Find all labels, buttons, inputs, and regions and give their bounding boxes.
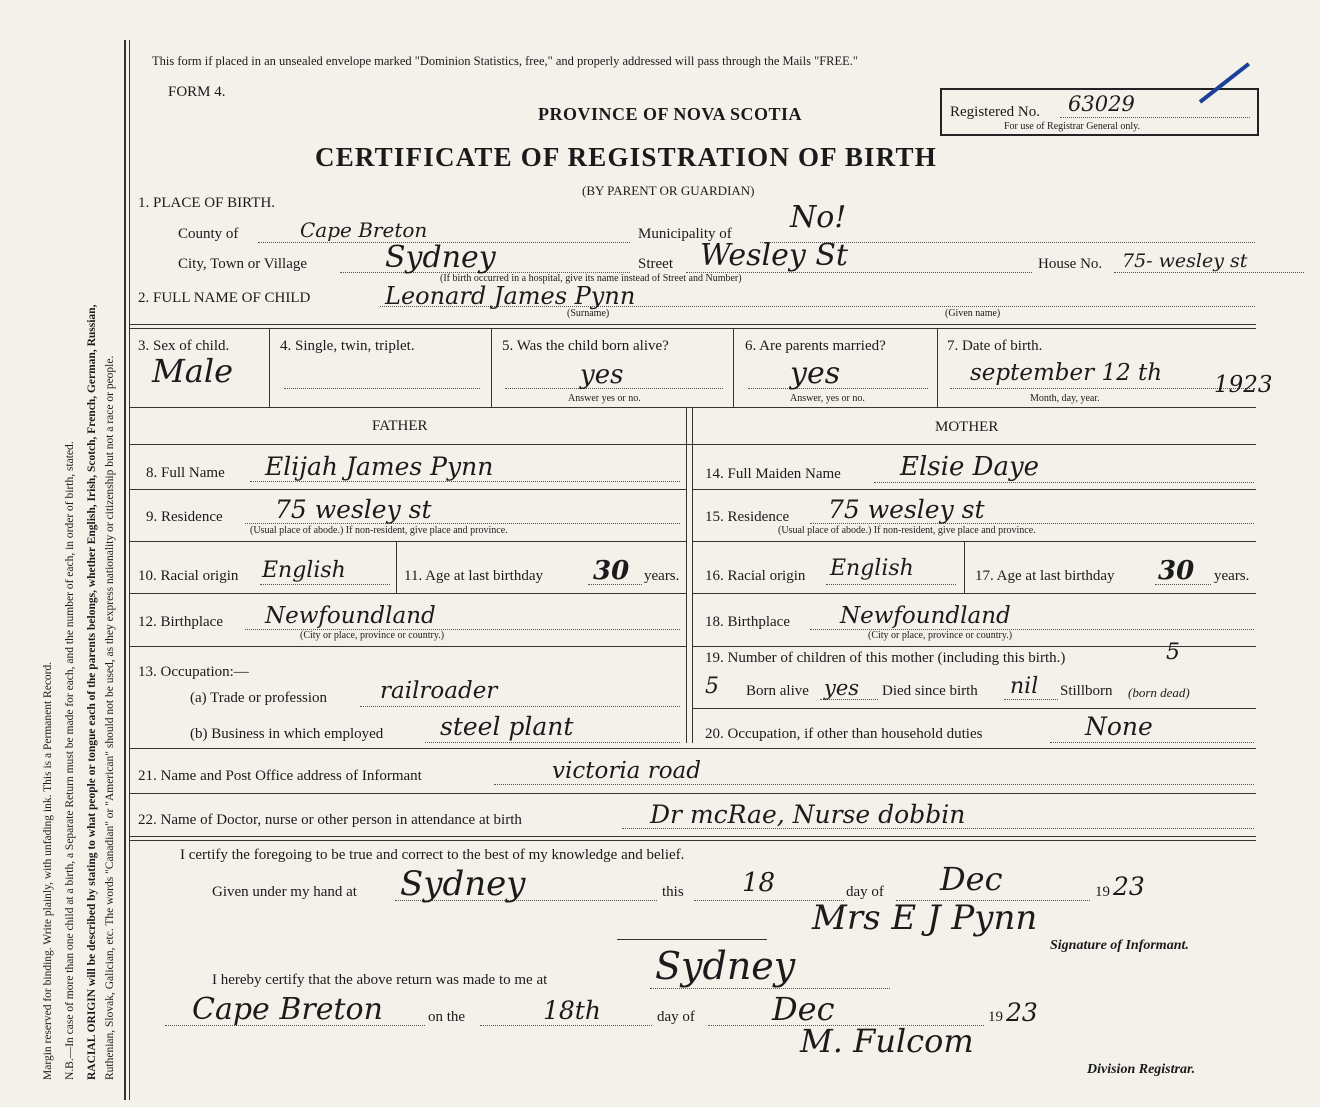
born-alive-count-value: yes	[824, 676, 860, 700]
this-label: this	[662, 884, 684, 900]
city-value: Sydney	[385, 240, 496, 275]
father-name-value: Elijah James Pynn	[265, 452, 494, 481]
dob-note: Month, day, year.	[1030, 393, 1100, 404]
registrar-on-the-label: on the	[428, 1009, 466, 1025]
margin-note-multiple-births: N.B.—In case of more than one child at a birth, a Separate Return must be made for each, and the number of each, in order of birth, stated.	[64, 441, 76, 1080]
given-at-value: Sydney	[400, 864, 526, 904]
row3-bottom-line	[130, 407, 1256, 408]
division-registrar-caption: Division Registrar.	[1087, 1062, 1196, 1077]
father-row-line-2	[130, 541, 686, 542]
registrar-month-value: Dec	[772, 990, 835, 1028]
mother-row-line-5	[692, 708, 1256, 709]
margin-note-racial-origin-cont: Ruthenian, Slovak, Galician, etc. The words "Canadian" or "American" should not be used, as they express nationality or citizenship but not a race or people.	[104, 355, 116, 1080]
given-at-label: Given under my hand at	[212, 884, 357, 900]
father-age-label: 11. Age at last birthday	[404, 568, 543, 584]
mother-name-value: Elsie Daye	[900, 452, 1040, 482]
father-years-label: years.	[644, 568, 680, 584]
father-residence-label: 9. Residence	[146, 509, 223, 525]
father-age-value: 30	[593, 556, 630, 586]
mother-residence-label: 15. Residence	[705, 509, 790, 525]
father-business-value: steel plant	[440, 712, 574, 741]
doctor-bottom-line	[130, 836, 1256, 837]
registrar-place-value: Sydney	[655, 944, 796, 988]
registrar-county-value: Cape Breton	[192, 992, 383, 1027]
father-occupation-label: 13. Occupation:—	[138, 664, 249, 680]
multiple-birth-label: 4. Single, twin, triplet.	[280, 338, 415, 354]
row3-divider-4	[937, 328, 938, 407]
municipality-value: No!	[790, 200, 847, 235]
mother-residence-value: 75 wesley st	[828, 495, 985, 524]
doctor-value: Dr mcRae, Nurse dobbin	[650, 800, 966, 829]
parents-married-note: Answer, yes or no.	[790, 393, 865, 404]
mother-row-line-3	[692, 593, 1256, 594]
mother-row-line-1	[692, 489, 1256, 490]
registrar-year-prefix: 19	[988, 1009, 1003, 1025]
dob-label: 7. Date of birth.	[947, 338, 1043, 354]
father-heading: FATHER	[372, 418, 428, 434]
died-since-birth-line	[1004, 699, 1058, 700]
father-row-line-3	[130, 593, 686, 594]
born-alive-value: yes	[580, 360, 624, 390]
registrar-signature: M. Fulcom	[800, 1022, 974, 1060]
father-birthplace-label: 12. Birthplace	[138, 614, 223, 630]
form-number: FORM 4.	[168, 84, 226, 100]
informant-signature-caption: Signature of Informant.	[1050, 938, 1189, 953]
mail-notice: This form if placed in an unsealed envelope marked "Dominion Statistics, free," and properly addressed will pass through the Mails "FREE."	[152, 54, 859, 68]
parents-divider-2	[692, 407, 693, 743]
sex-value: Male	[152, 352, 234, 390]
mother-racial-label: 16. Racial origin	[705, 568, 806, 584]
born-alive-count: 5	[705, 674, 719, 699]
county-label: County of	[178, 226, 239, 242]
informant-signature: Mrs E J Pynn	[812, 898, 1038, 938]
mother-racial-line	[826, 584, 956, 585]
father-name-label: 8. Full Name	[146, 465, 225, 481]
father-racial-line	[260, 584, 390, 585]
row3-divider-2	[491, 328, 492, 407]
mother-name-line	[874, 482, 1254, 483]
house-number-label: House No.	[1038, 256, 1103, 272]
registrar-day-value: 18th	[543, 996, 601, 1025]
mother-birthplace-value: Newfoundland	[840, 603, 1011, 629]
place-of-birth-heading: 1. PLACE OF BIRTH.	[138, 195, 276, 211]
mother-birthplace-label: 18. Birthplace	[705, 614, 790, 630]
registered-underline	[1060, 117, 1250, 118]
registered-value: 63029	[1068, 92, 1135, 116]
parents-married-value: yes	[790, 356, 841, 391]
registrar-note: For use of Registrar General only.	[1004, 121, 1140, 132]
margin-note-racial-origin: RACIAL ORIGIN will be described by stating to what people or tongue each of the parents belongs, whether English, Irish, Scotch, French, German, Russian,	[86, 304, 98, 1080]
father-trade-line	[360, 706, 680, 707]
mother-name-label: 14. Full Maiden Name	[705, 466, 841, 482]
informant-line	[494, 784, 1254, 785]
registered-label: Registered No.	[950, 104, 1040, 120]
parents-bottom-line	[130, 748, 1256, 749]
doctor-bottom-line-2	[130, 840, 1256, 841]
mother-row-line-2	[692, 541, 1256, 542]
year-prefix: 19	[1095, 884, 1110, 900]
dob-line	[950, 388, 1250, 389]
stillborn-label: Stillborn	[1060, 683, 1113, 699]
certify-statement: I certify the foregoing to be true and correct to the best of my knowledge and belief.	[180, 847, 685, 863]
mother-occupation-line	[1050, 742, 1254, 743]
father-row-line-4	[130, 646, 686, 647]
registrar-day-of-label: day of	[657, 1009, 695, 1025]
child-name-value: Leonard James Pynn	[385, 282, 636, 310]
province-heading: PROVINCE OF NOVA SCOTIA	[538, 104, 803, 124]
father-trade-value: railroader	[380, 678, 498, 704]
born-alive-count-label: Born alive	[746, 683, 809, 699]
mother-age-label: 17. Age at last birthday	[975, 568, 1115, 584]
row3-top-line	[130, 324, 1256, 325]
registrar-year-suffix: 23	[1006, 998, 1038, 1027]
mother-occupation-label: 20. Occupation, if other than household duties	[705, 726, 983, 742]
street-label: Street	[638, 256, 673, 272]
house-number-line	[1114, 272, 1304, 273]
row3-divider-1	[269, 328, 270, 407]
margin-border-inner	[129, 40, 130, 1100]
father-row-line-1	[130, 489, 686, 490]
born-alive-label: 5. Was the child born alive?	[502, 338, 669, 354]
father-birthplace-value: Newfoundland	[265, 603, 436, 629]
died-since-birth-value: nil	[1010, 674, 1039, 699]
father-birthplace-note: (City or place, province or country.)	[300, 630, 445, 641]
mother-residence-note: (Usual place of abode.) If non-resident, give place and province.	[778, 525, 1036, 536]
year-suffix: 23	[1113, 872, 1145, 901]
sex-label: 3. Sex of child.	[138, 338, 230, 354]
mother-occupation-value: None	[1085, 712, 1153, 741]
parents-header-line	[130, 444, 1256, 445]
county-value: Cape Breton	[300, 218, 428, 242]
house-number-value: 75- wesley st	[1122, 250, 1248, 272]
children-count-label: 19. Number of children of this mother (including this birth.)	[705, 650, 1066, 666]
certificate-title: CERTIFICATE OF REGISTRATION OF BIRTH	[315, 142, 937, 172]
given-name-note: (Given name)	[945, 308, 1001, 319]
mother-birthplace-note: (City or place, province or country.)	[868, 630, 1013, 641]
month-value: Dec	[940, 860, 1003, 898]
surname-note: (Surname)	[567, 308, 610, 319]
doctor-label: 22. Name of Doctor, nurse or other person in attendance at birth	[138, 812, 522, 828]
stillborn-note: (born dead)	[1128, 685, 1190, 700]
day-of-label: day of	[846, 884, 884, 900]
dob-year: 1923	[1214, 372, 1273, 398]
father-name-line	[250, 481, 680, 482]
row3-top-line-2	[130, 328, 1256, 329]
informant-bottom-line	[130, 793, 1256, 794]
father-age-divider	[396, 541, 397, 593]
multiple-birth-line	[284, 388, 480, 389]
father-business-line	[425, 742, 680, 743]
parents-married-label: 6. Are parents married?	[745, 338, 886, 354]
dob-value: september 12 th	[970, 360, 1163, 386]
mother-racial-value: English	[830, 556, 914, 581]
father-residence-value: 75 wesley st	[275, 495, 432, 524]
row3-divider-3	[733, 328, 734, 407]
margin-border-outer	[124, 40, 126, 1100]
registrar-day-line	[480, 1025, 652, 1026]
margin-note-binding: Margin reserved for binding. Write plainly, with unfading ink. This is a Permanent Record.	[42, 661, 54, 1080]
father-racial-value: English	[262, 558, 346, 583]
father-racial-label: 10. Racial origin	[138, 568, 239, 584]
father-business-label: (b) Business in which employed	[190, 726, 384, 742]
father-trade-label: (a) Trade or profession	[190, 690, 328, 706]
child-name-label: 2. FULL NAME OF CHILD	[138, 290, 311, 306]
father-residence-note: (Usual place of abode.) If non-resident, give place and province.	[250, 525, 508, 536]
street-value: Wesley St	[700, 238, 848, 273]
hospital-note: (If birth occurred in a hospital, give its name instead of Street and Number)	[440, 273, 742, 284]
mother-heading: MOTHER	[935, 419, 999, 435]
mother-age-divider	[964, 541, 965, 593]
informant-value: victoria road	[552, 758, 701, 784]
registrar-statement: I hereby certify that the above return was made to me at	[212, 972, 548, 988]
born-alive-note: Answer yes or no.	[568, 393, 641, 404]
certificate-subtitle: (BY PARENT OR GUARDIAN)	[582, 183, 755, 198]
mother-years-label: years.	[1214, 568, 1250, 584]
parents-divider-1	[686, 407, 687, 743]
separator-line	[617, 939, 767, 940]
day-value: 18	[742, 868, 776, 898]
city-label: City, Town or Village	[178, 256, 308, 272]
mother-age-value: 30	[1158, 556, 1195, 586]
informant-label: 21. Name and Post Office address of Informant	[138, 768, 422, 784]
registrar-place-line	[650, 988, 890, 989]
children-count-value: 5	[1166, 640, 1180, 665]
died-since-birth-label: Died since birth	[882, 683, 978, 699]
municipality-label: Municipality of	[638, 226, 732, 242]
